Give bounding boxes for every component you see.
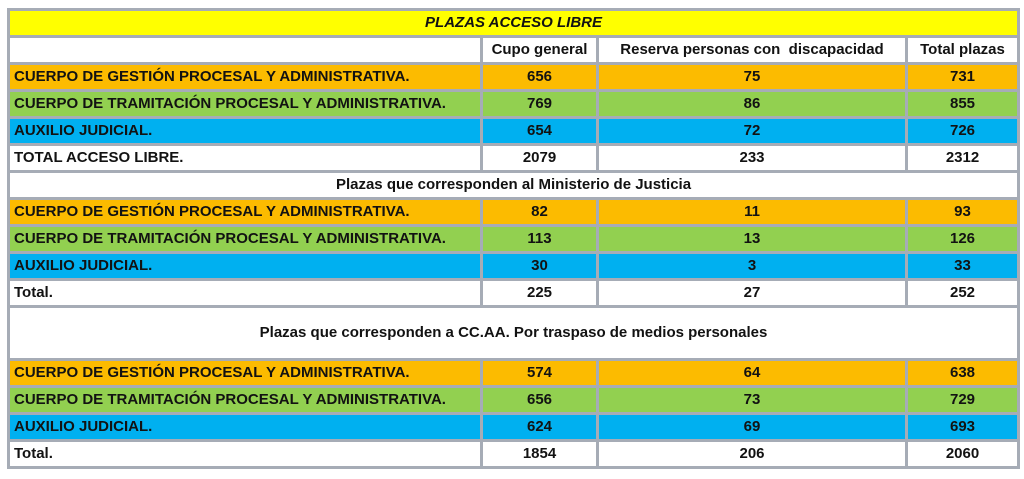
section-header-ministerio: Plazas que corresponden al Ministerio de Justicia [9,172,1019,199]
total-plazas-cell: 33 [907,253,1019,280]
table-row-tramitacion-s2 [9,226,1019,253]
cupo-general-cell: 82 [482,199,598,226]
cupo-general-cell: 654 [482,118,598,145]
total-plazas-cell: 2312 [907,145,1019,172]
column-header-row [9,37,1019,64]
cupo-general-cell: 1854 [482,441,598,468]
table-row-gestion-s2 [9,199,1019,226]
total-plazas-cell: 693 [907,414,1019,441]
reserva-cell: 72 [598,118,907,145]
row-label: Total. [9,441,482,468]
row-label: TOTAL ACCESO LIBRE. [9,145,482,172]
row-label: CUERPO DE TRAMITACIÓN PROCESAL Y ADMINISTRATIVA. [9,91,482,118]
reserva-cell: 75 [598,64,907,91]
cupo-general-cell: 113 [482,226,598,253]
total-plazas-cell: 726 [907,118,1019,145]
cupo-general-cell: 656 [482,387,598,414]
reserva-cell: 13 [598,226,907,253]
total-plazas-cell: 638 [907,360,1019,387]
column-header-cupo-general: Cupo general [482,37,598,64]
total-plazas-cell: 252 [907,280,1019,307]
total-plazas-cell: 855 [907,91,1019,118]
table-row-gestion-s3 [9,360,1019,387]
total-plazas-cell: 731 [907,64,1019,91]
section-header-row-ccaa [9,307,1019,360]
cupo-general-cell: 574 [482,360,598,387]
row-label: CUERPO DE TRAMITACIÓN PROCESAL Y ADMINISTRATIVA. [9,387,482,414]
reserva-cell: 69 [598,414,907,441]
table-row-gestion-s1 [9,64,1019,91]
row-label: CUERPO DE GESTIÓN PROCESAL Y ADMINISTRATIVA. [9,199,482,226]
table-row-tramitacion-s3 [9,387,1019,414]
row-label: CUERPO DE TRAMITACIÓN PROCESAL Y ADMINISTRATIVA. [9,226,482,253]
column-header-empty [9,37,482,64]
table-row-auxilio-s2 [9,253,1019,280]
row-label: AUXILIO JUDICIAL. [9,118,482,145]
row-label: AUXILIO JUDICIAL. [9,414,482,441]
cupo-general-cell: 769 [482,91,598,118]
table-row-total-ccaa [9,441,1019,468]
row-label: CUERPO DE GESTIÓN PROCESAL Y ADMINISTRATIVA. [9,360,482,387]
section-header-row-ministerio [9,172,1019,199]
row-label: AUXILIO JUDICIAL. [9,253,482,280]
reserva-cell: 64 [598,360,907,387]
reserva-cell: 86 [598,91,907,118]
reserva-cell: 73 [598,387,907,414]
cupo-general-cell: 624 [482,414,598,441]
table-row-auxilio-s1 [9,118,1019,145]
total-plazas-cell: 126 [907,226,1019,253]
table-row-total-ministerio [9,280,1019,307]
table-row-tramitacion-s1 [9,91,1019,118]
section-header-ccaa: Plazas que corresponden a CC.AA. Por traspaso de medios personales [9,307,1019,360]
reserva-cell: 206 [598,441,907,468]
reserva-cell: 3 [598,253,907,280]
total-plazas-cell: 729 [907,387,1019,414]
title-row [9,10,1019,37]
reserva-cell: 233 [598,145,907,172]
cupo-general-cell: 656 [482,64,598,91]
reserva-cell: 11 [598,199,907,226]
cupo-general-cell: 30 [482,253,598,280]
row-label: CUERPO DE GESTIÓN PROCESAL Y ADMINISTRATIVA. [9,64,482,91]
table-row-total-acceso-libre [9,145,1019,172]
column-header-total-plazas: Total plazas [907,37,1019,64]
total-plazas-cell: 2060 [907,441,1019,468]
table-title: PLAZAS ACCESO LIBRE [9,10,1019,37]
table-row-auxilio-s3 [9,414,1019,441]
row-label: Total. [9,280,482,307]
reserva-cell: 27 [598,280,907,307]
total-plazas-cell: 93 [907,199,1019,226]
cupo-general-cell: 2079 [482,145,598,172]
column-header-reserva-discapacidad: Reserva personas con discapacidad [598,37,907,64]
plazas-acceso-libre-table [7,8,1020,469]
cupo-general-cell: 225 [482,280,598,307]
